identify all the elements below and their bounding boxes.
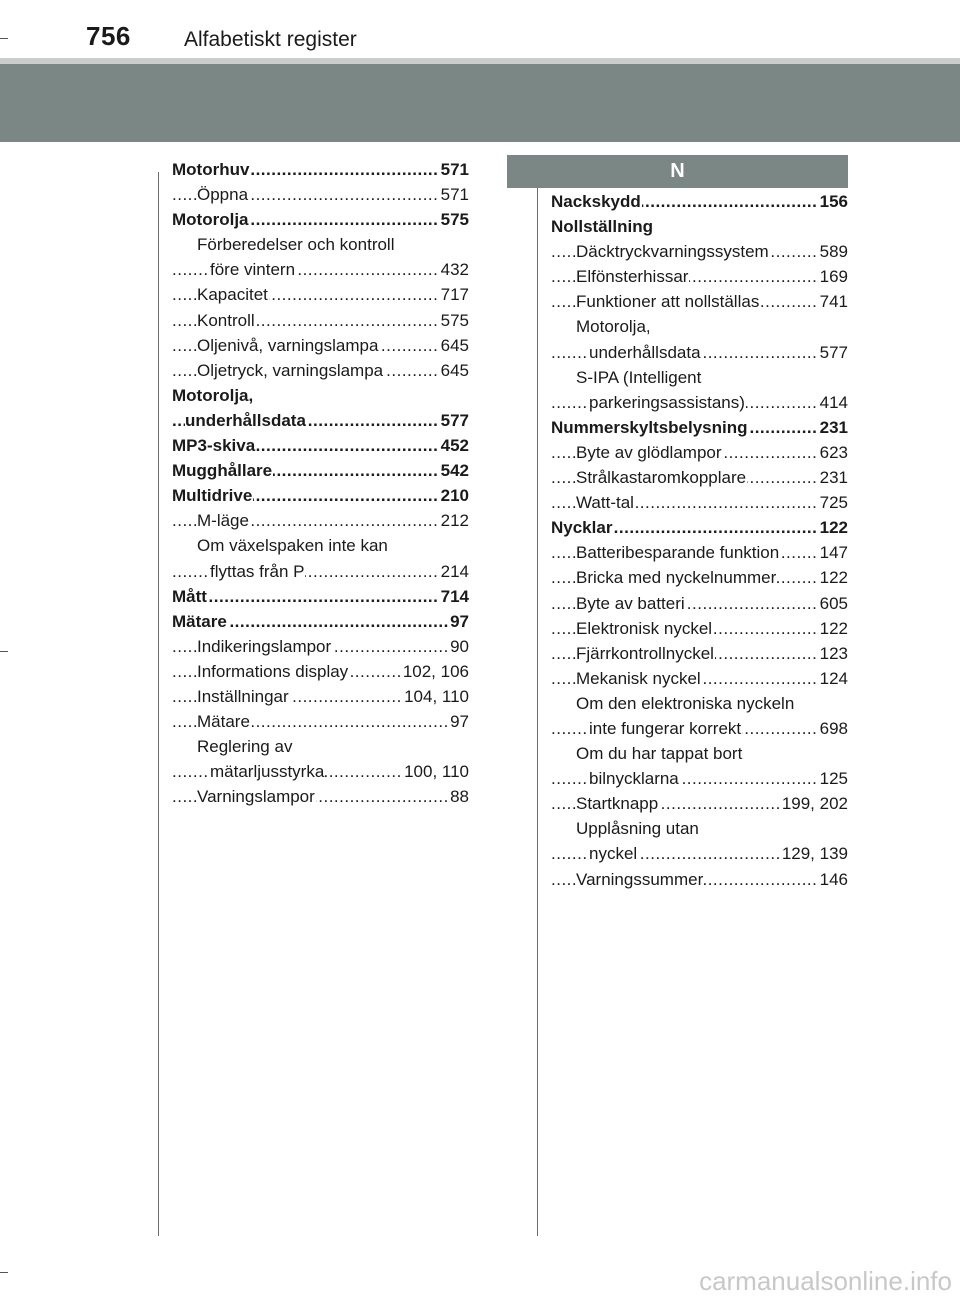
index-term: Mekanisk nyckel [576, 668, 701, 688]
index-term: Nycklar [551, 518, 613, 538]
index-entry [172, 232, 469, 257]
page-reference: 714 [439, 584, 469, 609]
page-reference: 125 [818, 766, 848, 791]
page-reference: 414 [818, 390, 848, 415]
index-term: Byte av glödlampor [576, 442, 722, 462]
index-term: Funktioner att nollställas [576, 292, 760, 312]
index-term: Öppna [197, 185, 249, 205]
page-reference: 605 [818, 591, 848, 616]
page-reference: 577 [818, 340, 848, 365]
index-term: Däcktryckvarningssystem [576, 242, 769, 262]
index-term: Oljenivå, varningslampa [197, 335, 379, 355]
index-term: Elfönsterhissar [576, 267, 689, 287]
index-entry [551, 691, 848, 716]
index-term: Motorolja, [172, 385, 254, 405]
index-term: Varningssummer [576, 869, 704, 889]
index-entry [172, 282, 469, 307]
index-entry [551, 289, 848, 314]
page-reference: 156 [818, 189, 848, 214]
dot-leader [172, 584, 469, 609]
page-reference: 623 [818, 440, 848, 465]
index-term: bilnycklarna [589, 769, 679, 789]
index-entry [172, 659, 469, 684]
page-reference: 97 [448, 609, 469, 634]
index-entry [551, 791, 848, 816]
page-reference: 698 [818, 716, 848, 741]
index-term: Multidrive [172, 486, 253, 506]
index-term: Om den elektroniska nyckeln [576, 693, 795, 713]
crop-mark [0, 38, 8, 39]
page-reference: 231 [818, 415, 848, 440]
page-reference: 571 [439, 157, 469, 182]
index-entry [172, 333, 469, 358]
watermark: carmanualsonline.info [699, 1266, 952, 1296]
page-reference: 169 [818, 264, 848, 289]
page-number: 756 [86, 21, 131, 51]
page-reference: 214 [439, 559, 469, 584]
index-entry [551, 841, 848, 866]
index-entry [551, 616, 848, 641]
index-term: Kontroll [197, 310, 255, 330]
header-banner [0, 64, 960, 142]
index-entry [172, 257, 469, 282]
index-term: MP3-skiva [172, 436, 256, 456]
index-column-left [172, 157, 469, 809]
index-term: Elektronisk nyckel [576, 618, 713, 638]
index-term: Startknapp [576, 794, 659, 814]
index-term: underhållsdata [185, 410, 306, 430]
index-entry [172, 684, 469, 709]
index-entry [551, 390, 848, 415]
page-reference: 147 [818, 540, 848, 565]
index-entry [172, 609, 469, 634]
index-term: Om du har tappat bort [576, 744, 743, 764]
index-term: Byte av batteri [576, 593, 685, 613]
index-entry [551, 465, 848, 490]
page-reference: 122 [818, 515, 848, 540]
page-header [0, 0, 960, 58]
index-entry [172, 207, 469, 232]
index-term: S-IPA (Intelligent [576, 367, 702, 387]
page-reference: 575 [439, 308, 469, 333]
index-entry [551, 415, 848, 440]
index-term: Watt-tal [576, 493, 634, 513]
index-entry [551, 591, 848, 616]
index-term: Motorhuv [172, 160, 250, 179]
index-term: Inställningar [197, 686, 289, 706]
index-term: Nollställning [551, 217, 653, 237]
page-reference: 90 [448, 634, 469, 659]
left-column-rule [158, 172, 159, 1236]
index-entry [551, 540, 848, 565]
index-term: nyckel [589, 844, 638, 864]
index-term: Informations display [197, 661, 349, 681]
index-entry [172, 584, 469, 609]
index-term: M-läge [197, 511, 249, 531]
index-entry [551, 565, 848, 590]
index-term: Nackskydd [551, 192, 641, 211]
page-reference: 452 [439, 433, 469, 458]
page-reference: 88 [448, 784, 469, 809]
index-entry [172, 559, 469, 584]
page-reference: 129, 139 [780, 841, 848, 866]
index-entry [172, 182, 469, 207]
index-term: Mått [172, 586, 207, 606]
index-term: Om växelspaken inte kan [197, 536, 388, 556]
index-entry [551, 214, 848, 239]
index-term: Förberedelser och kontroll [197, 235, 395, 255]
index-entry [551, 641, 848, 666]
crop-mark [0, 651, 8, 652]
index-term: Nummerskyltsbelysning [551, 417, 748, 437]
index-entry [172, 734, 469, 759]
page-reference: 212 [439, 508, 469, 533]
index-entry [551, 314, 848, 339]
index-term: Strålkastaromkopplare [576, 468, 747, 488]
page-reference: 104, 110 [402, 684, 469, 709]
page-reference: 100, 110 [402, 759, 469, 784]
page-reference: 102, 106 [401, 659, 469, 684]
page-reference: 717 [439, 282, 469, 307]
index-term: inte fungerar korrekt [589, 718, 742, 738]
index-term: Mätare [197, 712, 250, 732]
page-reference: 571 [439, 182, 469, 207]
page-reference: 123 [818, 641, 848, 666]
index-column-right [551, 189, 848, 892]
index-entry [172, 383, 469, 408]
page-reference: 122 [818, 565, 848, 590]
index-term: Motorolja [172, 210, 249, 230]
index-entry [551, 365, 848, 390]
index-entry [551, 264, 848, 289]
index-entry [172, 508, 469, 533]
index-entry [172, 358, 469, 383]
page-reference: 146 [818, 867, 848, 892]
right-column-rule [537, 188, 538, 1236]
page-reference: 122 [818, 616, 848, 641]
index-entry [172, 157, 469, 182]
index-term: parkeringsassistans) [589, 392, 745, 412]
index-term: mätarljusstyrka [210, 762, 325, 782]
page-reference: 97 [448, 709, 469, 734]
index-entry [172, 709, 469, 734]
index-entry [551, 515, 848, 540]
index-entry [172, 784, 469, 809]
page-reference: 542 [439, 458, 469, 483]
page-reference: 645 [439, 333, 469, 358]
index-term: Oljetryck, varningslampa [197, 360, 384, 380]
index-term: före vintern [210, 260, 296, 280]
index-term: Mugghållare [172, 461, 273, 481]
index-entry [551, 189, 848, 214]
index-entry [172, 533, 469, 558]
letter-section-header: N [507, 155, 848, 188]
index-term: Indikeringslampor [197, 636, 332, 656]
page-reference: 432 [439, 257, 469, 282]
index-entry [551, 816, 848, 841]
index-entry [551, 867, 848, 892]
index-term: Varningslampor [197, 787, 315, 807]
index-entry [551, 666, 848, 691]
index-entry [172, 759, 469, 784]
index-term: Motorolja, [576, 317, 651, 337]
index-entry [551, 741, 848, 766]
page-reference: 577 [439, 408, 469, 433]
index-entry [172, 433, 469, 458]
crop-mark [0, 1272, 8, 1273]
page-reference: 645 [439, 358, 469, 383]
page-reference: 124 [818, 666, 848, 691]
section-title: Alfabetiskt register [184, 28, 357, 51]
index-term: Fjärrkontrollnyckel [576, 643, 714, 663]
index-term: Kapacitet [197, 285, 268, 305]
index-term: flyttas från P [210, 561, 305, 581]
index-term: Batteribesparande funktion [576, 543, 780, 563]
index-entry [551, 239, 848, 264]
index-entry [551, 766, 848, 791]
page-reference: 199, 202 [780, 791, 848, 816]
page-reference: 725 [818, 490, 848, 515]
index-entry [551, 440, 848, 465]
index-entry [551, 340, 848, 365]
index-term: Mätare [172, 611, 227, 631]
index-entry [172, 308, 469, 333]
page-reference: 741 [818, 289, 848, 314]
index-entry [172, 458, 469, 483]
page-reference: 589 [818, 239, 848, 264]
page-reference: 575 [439, 207, 469, 232]
index-entry [172, 483, 469, 508]
index-term: Reglering av [197, 737, 293, 757]
index-term: Upplåsning utan [576, 819, 699, 839]
index-entry [172, 634, 469, 659]
index-term: Bricka med nyckelnummer [576, 568, 777, 588]
index-entry [551, 490, 848, 515]
page-reference: 231 [818, 465, 848, 490]
index-entry [551, 716, 848, 741]
page-reference: 210 [439, 483, 469, 508]
index-term: underhållsdata [589, 342, 701, 362]
index-entry [172, 408, 469, 433]
